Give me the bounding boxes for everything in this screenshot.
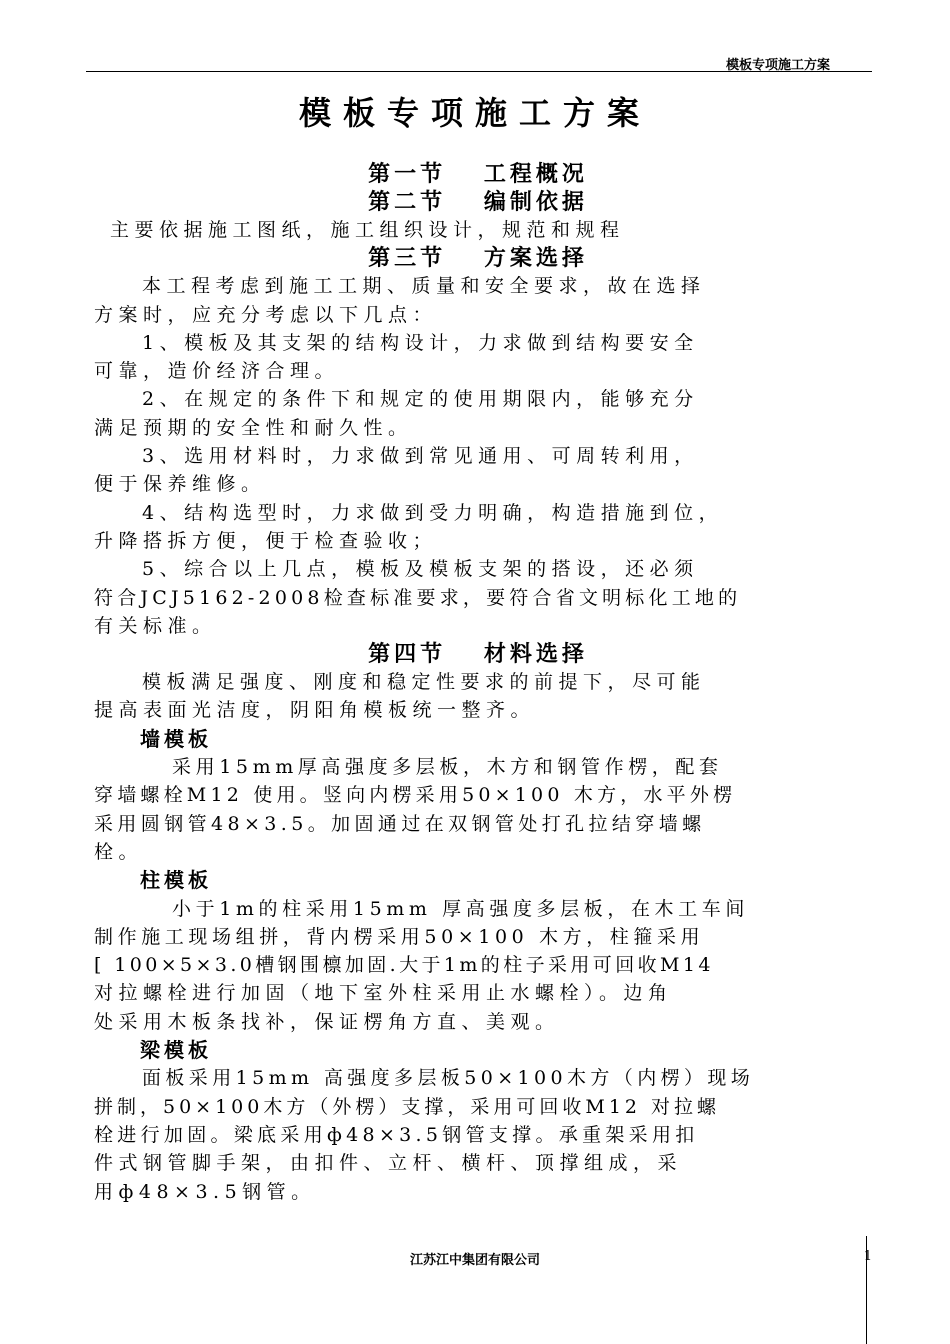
paragraph-line: 本工程考虑到施工工期、质量和安全要求，故在选择 (142, 275, 706, 298)
paragraph-line: 采用圆钢管48×3.5。加固通过在双钢管处打孔拉结穿墙螺 (94, 812, 706, 835)
document-title: 模板专项施工方案 (298, 94, 651, 132)
paragraph-line: 穿墙螺栓M12 使用。竖向内楞采用50×100 木方，水平外楞 (94, 784, 737, 807)
section-3-heading: 第三节 方案选择 (368, 245, 588, 272)
beam-formwork-heading: 梁模板 (140, 1038, 212, 1063)
paragraph-line: 符合JCJ5162-2008检查标准要求，要符合省文明标化工地的 (94, 586, 742, 609)
section-2-text: 主要依据施工图纸，施工组织设计，规范和规程 (110, 219, 625, 241)
paragraph-line: 小于1m的柱采用15mm 厚高强度多层板，在木工车间 (172, 897, 749, 920)
section-2-heading: 第二节 编制依据 (368, 189, 588, 215)
paragraph-line: 拼制，50×100木方（外楞）支撑，采用可回收M12 对拉螺 (94, 1095, 721, 1118)
paragraph-line: 方案时，应充分考虑以下几点： (94, 303, 438, 326)
paragraph-line: 1、模板及其支架的结构设计，力求做到结构要安全 (142, 331, 699, 354)
paragraph-line: 3、选用材料时，力求做到常见通用、可周转利用， (142, 445, 699, 468)
paragraph-line: 升降搭拆方便，便于检查验收； (94, 529, 438, 552)
paragraph-line: [ 100×5×3.0槽钢围檩加固.大于1m的柱子采用可回收M14 (94, 954, 714, 977)
paragraph-line: 满足预期的安全性和耐久性。 (94, 416, 413, 439)
paragraph-line: 可靠，造价经济合理。 (94, 360, 340, 383)
paragraph-line: 制作施工现场组拼，背内楞采用50×100 木方，柱箍采用 (94, 925, 705, 948)
paragraph-line: 对拉螺栓进行加固（地下室外柱采用止水螺栓）。边角 (94, 982, 673, 1005)
wall-formwork-heading: 墙模板 (140, 726, 212, 751)
header-rule (86, 71, 872, 72)
paragraph-line: 2、在规定的条件下和规定的使用期限内，能够充分 (142, 388, 699, 411)
paragraph-line: 提高表面光洁度，阴阳角模板统一整齐。 (94, 699, 536, 722)
column-formwork-heading: 柱模板 (140, 868, 212, 893)
footer-company: 江苏江中集团有限公司 (409, 1253, 540, 1268)
paragraph-line: 件式钢管脚手架，由扣件、立杆、横杆、顶撑组成，采 (94, 1152, 683, 1175)
paragraph-line: 5、综合以上几点，模板及模板支架的搭设，还必须 (142, 558, 699, 581)
section-1-heading: 第一节 工程概况 (368, 161, 588, 187)
running-header: 模板专项施工方案 (725, 58, 830, 73)
document-body (94, 160, 862, 1206)
paragraph-line: 处采用木板条找补，保证楞角方直、美观。 (94, 1010, 560, 1033)
paragraph-line: 栓进行加固。梁底采用ф48×3.5钢管支撑。承重架采用扣 (94, 1123, 699, 1146)
paragraph-line: 便于保养维修。 (94, 473, 266, 496)
paragraph-line: 面板采用15mm 高强度多层板50×100木方（内楞）现场 (142, 1067, 755, 1090)
paragraph-line: 有关标准。 (94, 614, 217, 637)
paragraph-line: 栓。 (94, 840, 144, 863)
section-4-heading: 第四节 材料选择 (368, 641, 588, 668)
paragraph-line: 用ф48×3.5钢管。 (94, 1180, 316, 1203)
paragraph-line: 采用15mm厚高强度多层板，木方和钢管作楞，配套 (172, 756, 723, 779)
paragraph-line: 4、结构选型时，力求做到受力明确，构造措施到位， (142, 501, 724, 524)
paragraph-line: 模板满足强度、刚度和稳定性要求的前提下，尽可能 (142, 671, 706, 694)
page-number: 1 (863, 1249, 872, 1264)
